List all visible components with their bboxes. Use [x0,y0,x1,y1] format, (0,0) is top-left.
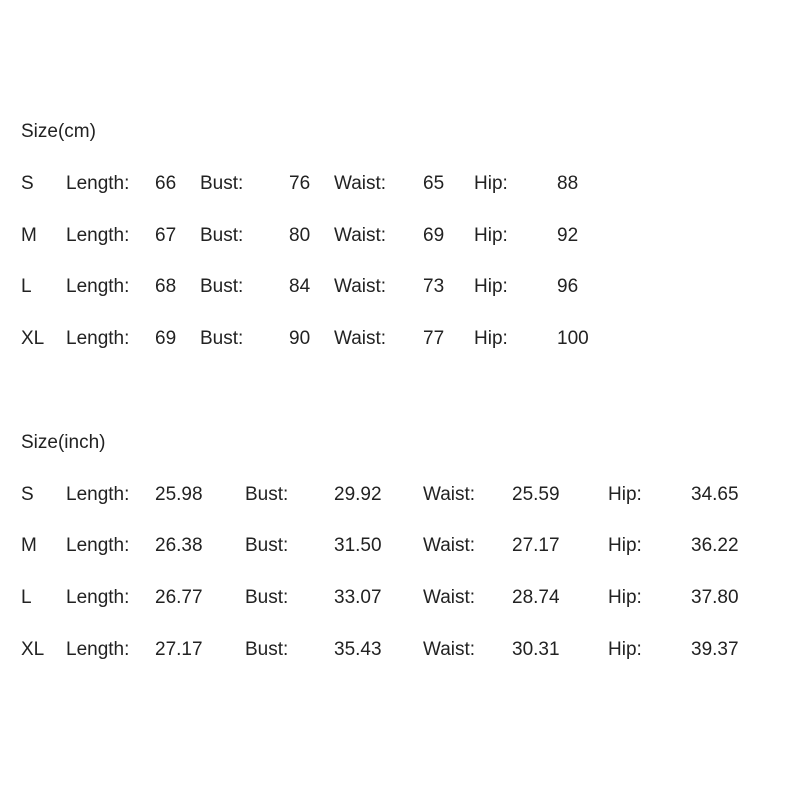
bust-label: Bust: [245,587,289,608]
bust-value: 35.43 [334,639,382,660]
waist-value: 25.59 [512,484,560,505]
waist-label: Waist: [423,587,476,608]
waist-label: Waist: [423,484,476,505]
length-label: Length: [66,225,130,246]
hip-value: 36.22 [691,535,739,556]
waist-label: Waist: [334,328,387,349]
length-value: 68 [155,276,177,297]
length-value: 26.38 [155,535,203,556]
table-row [0,328,800,350]
waist-value: 73 [423,276,445,297]
size-label: L [21,276,32,297]
waist-value: 30.31 [512,639,560,660]
length-value: 67 [155,225,177,246]
waist-label: Waist: [423,535,476,556]
length-value: 26.77 [155,587,203,608]
bust-label: Bust: [245,639,289,660]
length-value: 66 [155,173,177,194]
waist-value: 28.74 [512,587,560,608]
length-value: 27.17 [155,639,203,660]
hip-label: Hip: [474,225,508,246]
size-label: M [21,535,37,556]
hip-label: Hip: [608,639,642,660]
waist-value: 69 [423,225,445,246]
bust-label: Bust: [200,328,244,349]
length-label: Length: [66,173,130,194]
hip-value: 34.65 [691,484,739,505]
inch-section-title: Size(inch) [21,432,106,453]
hip-label: Hip: [474,328,508,349]
length-label: Length: [66,639,130,660]
hip-value: 96 [557,276,579,297]
table-row [0,639,800,661]
length-label: Length: [66,328,130,349]
bust-value: 29.92 [334,484,382,505]
bust-label: Bust: [200,225,244,246]
waist-label: Waist: [334,225,387,246]
length-value: 69 [155,328,177,349]
bust-label: Bust: [245,535,289,556]
table-row [0,535,800,557]
table-row [0,173,800,195]
bust-value: 33.07 [334,587,382,608]
bust-label: Bust: [200,173,244,194]
table-row [0,276,800,298]
bust-label: Bust: [200,276,244,297]
hip-label: Hip: [608,535,642,556]
length-label: Length: [66,587,130,608]
hip-value: 100 [557,328,589,349]
waist-label: Waist: [334,173,387,194]
hip-value: 39.37 [691,639,739,660]
hip-value: 92 [557,225,579,246]
waist-value: 27.17 [512,535,560,556]
hip-value: 37.80 [691,587,739,608]
bust-value: 84 [289,276,311,297]
waist-label: Waist: [334,276,387,297]
bust-label: Bust: [245,484,289,505]
size-label: M [21,225,37,246]
size-label: XL [21,639,45,660]
waist-value: 77 [423,328,445,349]
waist-value: 65 [423,173,445,194]
bust-value: 80 [289,225,311,246]
hip-label: Hip: [608,587,642,608]
length-value: 25.98 [155,484,203,505]
hip-value: 88 [557,173,579,194]
hip-label: Hip: [474,276,508,297]
bust-value: 31.50 [334,535,382,556]
table-row [0,587,800,609]
hip-label: Hip: [474,173,508,194]
size-label: XL [21,328,45,349]
cm-section-title: Size(cm) [21,121,96,142]
length-label: Length: [66,535,130,556]
table-row [0,225,800,247]
bust-value: 90 [289,328,311,349]
size-label: L [21,587,32,608]
length-label: Length: [66,276,130,297]
table-row [0,484,800,506]
bust-value: 76 [289,173,311,194]
waist-label: Waist: [423,639,476,660]
length-label: Length: [66,484,130,505]
size-label: S [21,173,34,194]
size-label: S [21,484,34,505]
hip-label: Hip: [608,484,642,505]
